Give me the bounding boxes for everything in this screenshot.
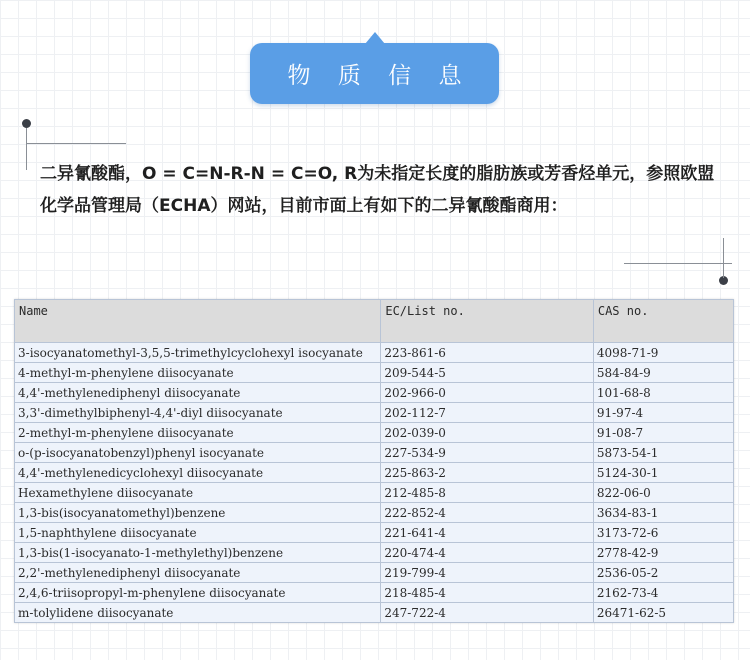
table-row — [15, 383, 734, 403]
cell-cas-number: 2778-42-9 — [593, 543, 733, 563]
cell-substance-name: 2-methyl-m-phenylene diisocyanate — [15, 423, 381, 443]
section-title-badge — [250, 43, 499, 104]
cell-cas-number: 101-68-8 — [593, 383, 733, 403]
cell-ec-number: 202-039-0 — [381, 423, 594, 443]
diisocyanate-table — [14, 299, 734, 623]
cell-ec-number: 209-544-5 — [381, 363, 594, 383]
cell-cas-number: 26471-62-5 — [593, 603, 733, 623]
table-row — [15, 403, 734, 423]
cell-substance-name: 1,5-naphthylene diisocyanate — [15, 523, 381, 543]
cell-ec-number: 225-863-2 — [381, 463, 594, 483]
table-row — [15, 343, 734, 363]
table-row — [15, 543, 734, 563]
table-row — [15, 503, 734, 523]
cell-cas-number: 2536-05-2 — [593, 563, 733, 583]
cell-cas-number: 5873-54-1 — [593, 443, 733, 463]
cell-cas-number: 822-06-0 — [593, 483, 733, 503]
cell-ec-number: 218-485-4 — [381, 583, 594, 603]
cell-substance-name: 1,3-bis(isocyanatomethyl)benzene — [15, 503, 381, 523]
cell-substance-name: 3-isocyanatomethyl-3,5,5-trimethylcyclohexyl isocyanate — [15, 343, 381, 363]
cell-cas-number: 3173-72-6 — [593, 523, 733, 543]
decor-line-right-horizontal — [624, 263, 732, 264]
cell-cas-number: 5124-30-1 — [593, 463, 733, 483]
cell-substance-name: 4,4'-methylenediphenyl diisocyanate — [15, 383, 381, 403]
cell-substance-name: o-(p-isocyanatobenzyl)phenyl isocyanate — [15, 443, 381, 463]
cell-cas-number: 91-97-4 — [593, 403, 733, 423]
column-header-ec: EC/List no. — [381, 300, 594, 343]
table-row — [15, 483, 734, 503]
cell-substance-name: m-tolylidene diisocyanate — [15, 603, 381, 623]
cell-substance-name: 4,4'-methylenedicyclohexyl diisocyanate — [15, 463, 381, 483]
table-row — [15, 443, 734, 463]
cell-ec-number: 222-852-4 — [381, 503, 594, 523]
cell-ec-number: 221-641-4 — [381, 523, 594, 543]
decor-line-left-horizontal — [26, 143, 126, 144]
cell-cas-number: 91-08-7 — [593, 423, 733, 443]
decor-line-right-vertical — [723, 238, 724, 278]
cell-cas-number: 584-84-9 — [593, 363, 733, 383]
table-row — [15, 523, 734, 543]
cell-ec-number: 202-112-7 — [381, 403, 594, 423]
table-row — [15, 423, 734, 443]
column-header-name: Name — [15, 300, 381, 343]
cell-cas-number: 2162-73-4 — [593, 583, 733, 603]
column-header-cas: CAS no. — [593, 300, 733, 343]
table-body — [15, 343, 734, 623]
table-row — [15, 563, 734, 583]
decor-line-left-vertical — [26, 128, 27, 170]
cell-ec-number: 220-474-4 — [381, 543, 594, 563]
cell-substance-name: 2,2'-methylenediphenyl diisocyanate — [15, 563, 381, 583]
cell-ec-number: 227-534-9 — [381, 443, 594, 463]
table-header-row — [15, 300, 734, 343]
cell-substance-name: 2,4,6-triisopropyl-m-phenylene diisocyanate — [15, 583, 381, 603]
section-title: 物 质 信 息 — [287, 63, 472, 89]
cell-ec-number: 247-722-4 — [381, 603, 594, 623]
cell-substance-name: 1,3-bis(1-isocyanato-1-methylethyl)benzene — [15, 543, 381, 563]
cell-substance-name: 4-methyl-m-phenylene diisocyanate — [15, 363, 381, 383]
cell-ec-number: 202-966-0 — [381, 383, 594, 403]
cell-cas-number: 4098-71-9 — [593, 343, 733, 363]
decor-dot-left — [22, 119, 31, 128]
table-row — [15, 603, 734, 623]
cell-substance-name: 3,3'-dimethylbiphenyl-4,4'-diyl diisocyanate — [15, 403, 381, 423]
cell-cas-number: 3634-83-1 — [593, 503, 733, 523]
table-row — [15, 463, 734, 483]
intro-paragraph: 二异氰酸酯，O = C=N-R-N = C=O, R为未指定长度的脂肪族或芳香烃单元，参照欧盟化学品管理局（ECHA）网站，目前市面上有如下的二异氰酸酯商用： — [40, 164, 715, 216]
cell-substance-name: Hexamethylene diisocyanate — [15, 483, 381, 503]
table-row — [15, 363, 734, 383]
cell-ec-number: 223-861-6 — [381, 343, 594, 363]
badge-notch — [365, 32, 385, 44]
table-row — [15, 583, 734, 603]
cell-ec-number: 219-799-4 — [381, 563, 594, 583]
cell-ec-number: 212-485-8 — [381, 483, 594, 503]
